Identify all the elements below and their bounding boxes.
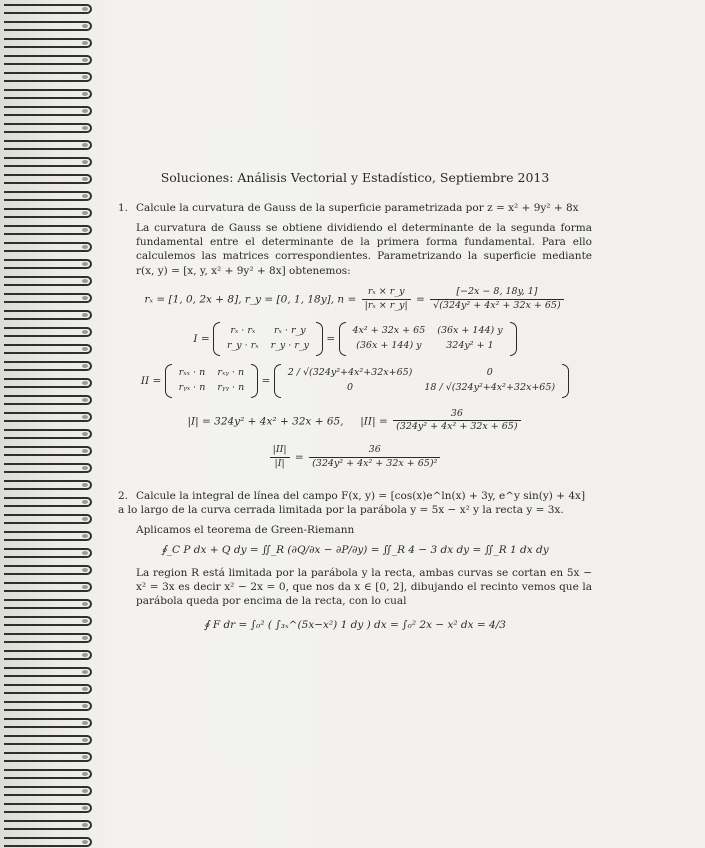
binding-coil — [4, 225, 92, 235]
matrix-cell: 324y² + 1 — [446, 340, 494, 352]
binding-coil — [4, 106, 92, 116]
document-content — [118, 170, 592, 640]
binding-coil — [4, 242, 92, 252]
binding-coil — [4, 191, 92, 201]
binding-coil — [4, 276, 92, 286]
binding-coil — [4, 837, 92, 847]
binding-coil — [4, 463, 92, 473]
binding-coil — [4, 429, 92, 439]
binding-coil — [4, 548, 92, 558]
binding-coil — [4, 55, 92, 65]
final-integral-equation: ∮ F dr = ∫₀² ( ∫₃ₓ^(5x−x²) 1 dy ) dx = ∫₀² 2x − x² dx = 4/3 — [204, 619, 506, 632]
binding-coil — [4, 514, 92, 524]
binding-coil — [4, 769, 92, 779]
binding-coil — [4, 395, 92, 405]
matrix-cell: rₓ · rₓ — [230, 325, 256, 337]
problem-2-answer-intro: Aplicamos el teorema de Green-Riemann — [136, 524, 355, 537]
binding-coil — [4, 72, 92, 82]
matrix-cell: (36x + 144) y — [356, 340, 422, 352]
binding-coil — [4, 531, 92, 541]
fraction: $\frac{36}{\text{(324y² + 4x² + 32x + 65)²}}$ — [309, 444, 440, 471]
problem-number: 2. — [118, 489, 129, 502]
binding-coil — [4, 157, 92, 167]
matrix-cell: rₓₓ · n — [178, 366, 206, 378]
matrix-cell: rₓ · r_y — [274, 325, 306, 337]
matrix-cell: (36x + 144) y — [437, 325, 503, 337]
binding-coil — [4, 633, 92, 643]
fraction: $\frac{[-2x - 8, 18y, 1]}{\text{√(324y² + 4x² + 32x + 65)}}$ — [430, 286, 564, 313]
fraction: $\frac{|II|}{|I|}$ — [270, 444, 290, 471]
binding-coil — [4, 259, 92, 269]
binding-coil — [4, 752, 92, 762]
binding-coil — [4, 361, 92, 371]
spiral-binding — [0, 0, 100, 848]
matrix-cell: 4x² + 32x + 65 — [352, 325, 426, 337]
binding-coil — [4, 497, 92, 507]
binding-coil — [4, 310, 92, 320]
matrix-values — [339, 324, 517, 354]
matrix-cell: rᵧₓ · n — [178, 381, 206, 393]
matrix-cell: r_y · r_y — [270, 340, 310, 352]
binding-coil — [4, 38, 92, 48]
matrix-cell: rₓᵧ · n — [217, 366, 245, 378]
binding-coil — [4, 378, 92, 388]
second-fundamental-form: II = rₓₓ · n rₓᵧ · n rᵧₓ · n rᵧᵧ · n = 2 / √(324y²+4x²+32x+65) 0 0 18 / √(324y²+4x²+32x+65) — [118, 366, 592, 396]
binding-coil — [4, 89, 92, 99]
binding-coil — [4, 786, 92, 796]
fraction: $\frac{\text{rₓ × r\_y}}{\text{|rₓ × r\_y|}}$ — [362, 286, 411, 313]
binding-coil — [4, 667, 92, 677]
binding-coil — [4, 650, 92, 660]
binding-coil — [4, 412, 92, 422]
matrix-symbolic — [165, 366, 259, 396]
binding-coil — [4, 820, 92, 830]
matrix-values — [274, 366, 569, 396]
matrix-cell: r_y · rₓ — [226, 340, 259, 352]
binding-coil — [4, 123, 92, 133]
normal-vector-equation: rₓ = [1, 0, 2x + 8], r_y = [0, 1, 18y], n = $\frac{\text{rₓ × r\_y}}{\text{|rₓ × r\_y|}}$ = $\frac{[-2x - 8, 18y, 1]}{\text{√(324y² + 4x² + 32x + 65)}}$ — [118, 286, 592, 313]
binding-coil — [4, 718, 92, 728]
page-title: Soluciones: Análisis Vectorial y Estadístico, Septiembre 2013 — [160, 170, 550, 185]
binding-coil — [4, 293, 92, 303]
matrix-cell: 2 / √(324y²+4x²+32x+65) — [287, 366, 413, 378]
binding-coil — [4, 480, 92, 490]
binding-coil — [4, 344, 92, 354]
matrix-cell: 0 — [486, 366, 493, 378]
green-theorem-equation: ∮_C P dx + Q dy = ∬_R (∂Q/∂x − ∂P/∂y) = ∬_R 4 − 3 dx dy = ∬_R 1 dx dy — [161, 544, 549, 557]
matrix-cell: rᵧᵧ · n — [217, 381, 245, 393]
binding-coil — [4, 684, 92, 694]
matrix-cell: 18 / √(324y²+4x²+32x+65) — [424, 381, 556, 393]
binding-coil — [4, 565, 92, 575]
binding-coil — [4, 616, 92, 626]
problem-text: Calcule la curvatura de Gauss de la superficie parametrizada por z = x² + 9y² + 8x — [136, 201, 579, 214]
problem-number: 1. — [118, 201, 129, 214]
binding-coil — [4, 140, 92, 150]
binding-coil — [4, 735, 92, 745]
gauss-curvature: $\frac{|II|}{|I|}$ = $\frac{36}{\text{(324y² + 4x² + 32x + 65)²}}$ — [118, 444, 592, 471]
binding-coil — [4, 446, 92, 456]
binding-coil — [4, 208, 92, 218]
binding-coil — [4, 582, 92, 592]
problem-1-statement — [118, 201, 592, 215]
binding-coil — [4, 599, 92, 609]
determinants: |I| = 324y² + 4x² + 32x + 65, |II| = $\frac{36}{\text{(324y² + 4x² + 32x + 65)}}$ — [118, 408, 592, 435]
problem-text: Calcule la integral de línea del campo F(x, y) = [cos(x)e^ln(x) + 3y, e^y sin(y) + 4x] a lo largo de la curva cerrada limitada por la parábola y = 5x − x² y la recta y = 3x. — [118, 489, 586, 517]
problem-2-statement — [118, 489, 592, 517]
binding-coil — [4, 21, 92, 31]
fraction: $\frac{36}{\text{(324y² + 4x² + 32x + 65)}}$ — [393, 408, 520, 435]
matrix-cell: 0 — [347, 381, 354, 393]
matrix-symbolic — [213, 324, 323, 354]
binding-coil — [4, 174, 92, 184]
binding-coil — [4, 701, 92, 711]
problem-2-answer-region: La region R está limitada por la parábola y la recta, ambas curvas se cortan en 5x − x² = 3x es decir x² − 2x = 0, que nos da x ∈ [0, 2], dibujando el recinto vemos que la parábola queda por encima de la recta, con lo cual — [136, 566, 592, 607]
binding-coil — [4, 4, 92, 14]
binding-coil — [4, 327, 92, 337]
binding-coil — [4, 803, 92, 813]
first-fundamental-form: I = rₓ · rₓ rₓ · r_y r_y · rₓ r_y · r_y = 4x² + 32x + 65 (36x + 144) y (36x + 144) y 324y² + 1 — [118, 324, 592, 354]
problem-1-answer: La curvatura de Gauss se obtiene dividiendo el determinante de la segunda forma fundamental entre el determinante de la primera forma fundamental. Para ello calculemos las matrices correspondientes. Parametrizando la superficie mediante r(x, y) = [x, y, x² + 9y² + 8x] obtenemos: — [136, 222, 592, 277]
